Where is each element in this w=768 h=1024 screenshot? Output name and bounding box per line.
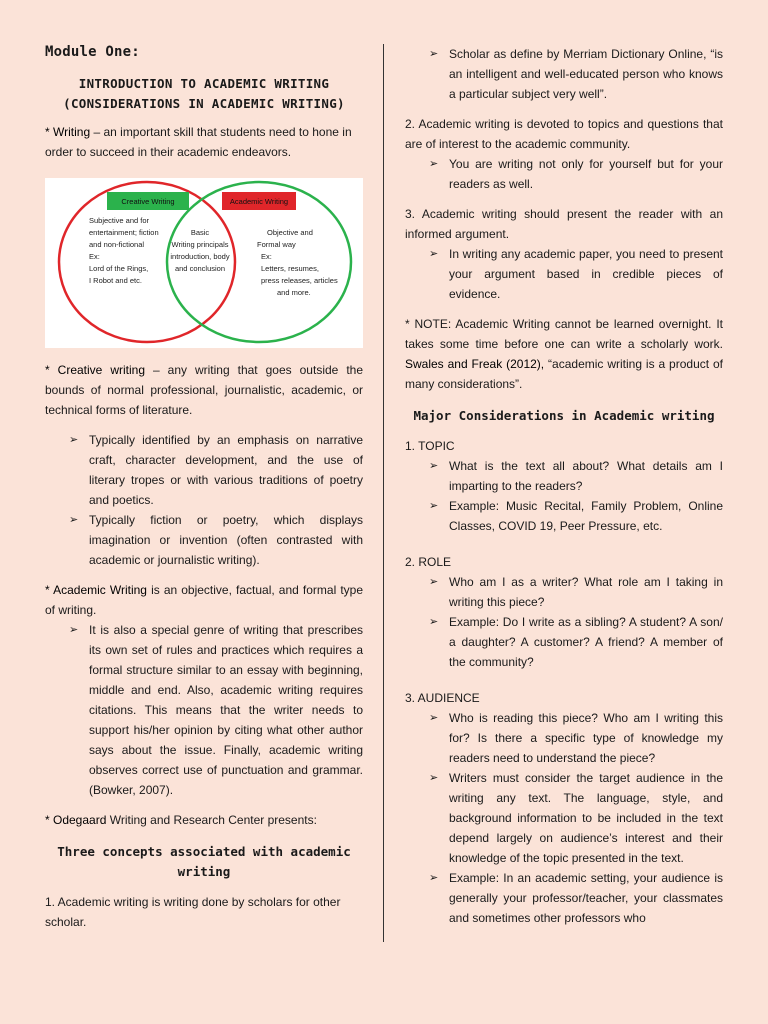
venn-left-line: I Robot and etc.: [89, 276, 142, 285]
venn-right-line: Formal way: [257, 240, 296, 249]
role-bullets: [429, 572, 723, 672]
column-divider: [383, 44, 384, 942]
venn-right-line: and more.: [277, 288, 311, 297]
list-item: [429, 44, 723, 104]
list-item-text: What is the text all about? What details am I imparting to the readers?: [449, 459, 723, 493]
arrowhead-bullet-icon: ➢: [429, 460, 439, 472]
venn-diagram: [45, 178, 363, 348]
list-item-text: Example: Do I write as a sibling? A student? A son/ a daughter? A customer? A friend? A member of the community?: [449, 615, 723, 669]
odegaard-line: [45, 810, 363, 830]
concept-2: 2. Academic writing is devoted to topics and questions that are of interest to the academic community.: [405, 117, 723, 151]
topic-bullets: [429, 456, 723, 536]
venn-middle-line: and conclusion: [174, 264, 226, 273]
creative-writing-term: * Creative writing: [45, 363, 145, 377]
scholar-bullets: [429, 44, 723, 104]
odegaard-term: * Odegaard: [45, 813, 107, 827]
list-item-text: Who am I as a writer? What role am I taking in writing this piece?: [449, 575, 723, 609]
intro-heading: [45, 74, 363, 114]
list-item: [429, 708, 723, 768]
concept-2-bullets: [429, 154, 723, 194]
list-item-text: Writers must consider the target audience in the writing any text. The language, style, and background information to be included in the text depend largely on audience’s interest and their knowledge of the topic presented in the text.: [449, 771, 723, 865]
academic-bullets: [69, 620, 363, 800]
list-item-text: You are writing not only for yourself but for your readers as well.: [449, 157, 723, 191]
list-item: [429, 496, 723, 536]
list-item: [429, 612, 723, 672]
audience-bullets: [429, 708, 723, 928]
list-item-text: Typically identified by an emphasis on narrative craft, character development, and the use of literary tropes or with various traditions of poetry and poetics.: [89, 433, 363, 507]
list-item: [429, 768, 723, 868]
writing-term: * Writing: [45, 125, 91, 139]
right-column: [405, 44, 723, 928]
creative-label: Creative Writing: [121, 197, 175, 206]
list-item-text: Typically fiction or poetry, which displays imagination or invention (often contrasted with academic or journalistic writing).: [89, 513, 363, 567]
major-considerations-heading: Major Considerations in Academic writing: [413, 408, 715, 423]
creative-writing-definition: [45, 360, 363, 420]
note-text: * NOTE: Academic Writing cannot be learned overnight. It takes some time before one can write a scholarly work.: [405, 317, 723, 351]
arrowhead-bullet-icon: ➢: [429, 616, 439, 628]
academic-writing-def-text: is an objective, factual, and formal type of writing.: [45, 583, 364, 617]
arrowhead-bullet-icon: ➢: [69, 624, 79, 636]
arrowhead-bullet-icon: ➢: [429, 248, 439, 260]
academic-writing-term: * Academic Writing: [45, 583, 147, 597]
list-item-text: Example: Music Recital, Family Problem, Online Classes, COVID 19, Peer Pressure, etc.: [449, 499, 723, 533]
list-item-text: Scholar as define by Merriam Dictionary Online, “is an intelligent and well-educated person who knows a particular subject very well”.: [449, 47, 723, 101]
list-item-text: In writing any academic paper, you need to present your argument based in credible pieces of evidence.: [449, 247, 723, 301]
arrowhead-bullet-icon: ➢: [429, 772, 439, 784]
role-heading: 2. ROLE: [405, 555, 452, 569]
arrowhead-bullet-icon: ➢: [429, 576, 439, 588]
left-column: [45, 44, 363, 932]
academic-writing-definition: [45, 580, 363, 620]
venn-right-line: Objective and: [267, 228, 313, 237]
concept-3: 3. Academic writing should present the reader with an informed argument.: [405, 207, 723, 241]
list-item: [429, 244, 723, 304]
list-item-text: Example: In an academic setting, your audience is generally your professor/teacher, your classmates and sometimes other professors who: [449, 871, 723, 925]
venn-right-line: Ex:: [261, 252, 272, 261]
module-title: Module One:: [45, 44, 140, 60]
swales-citation: Swales and Freak (2012),: [405, 357, 545, 371]
writing-def-text: – an important skill that students need to hone in order to succeed in their academic endeavors.: [45, 125, 352, 159]
list-item: [429, 572, 723, 612]
intro-heading-line2: (CONSIDERATIONS IN ACADEMIC WRITING): [63, 96, 345, 111]
venn-left-line: Lord of the Rings,: [89, 264, 149, 273]
venn-middle-line: Basic: [190, 228, 210, 237]
note-paragraph: [405, 314, 723, 394]
venn-right-line: press releases, articles: [261, 276, 338, 285]
creative-writing-def-text: – any writing that goes outside the bounds of normal professional, journalistic, academic, or technical forms of literature.: [45, 363, 363, 417]
arrowhead-bullet-icon: ➢: [429, 872, 439, 884]
arrowhead-bullet-icon: ➢: [429, 712, 439, 724]
topic-heading: 1. TOPIC: [405, 439, 455, 453]
writing-definition: [45, 122, 363, 162]
list-item-text: Who is reading this piece? Who am I writing this for? Is there a specific type of knowledge my readers need to understand the piece?: [449, 711, 723, 765]
arrowhead-bullet-icon: ➢: [429, 48, 439, 60]
arrowhead-bullet-icon: ➢: [429, 158, 439, 170]
academic-label: Academic Writing: [229, 197, 289, 206]
venn-left-line: Subjective and for: [89, 216, 150, 225]
creative-bullets: [69, 430, 363, 570]
list-item: [69, 510, 363, 570]
venn-right-line: Letters, resumes,: [261, 264, 319, 273]
arrowhead-bullet-icon: ➢: [429, 500, 439, 512]
swales-quote: “academic writing is a product of many considerations”.: [405, 357, 724, 391]
venn-left-line: and non-fictional: [89, 240, 145, 249]
intro-heading-line1: INTRODUCTION TO ACADEMIC WRITING: [78, 76, 330, 91]
venn-middle-line: Writing principals: [171, 240, 229, 249]
arrowhead-bullet-icon: ➢: [69, 434, 79, 446]
concept-1: 1. Academic writing is writing done by scholars for other scholar.: [45, 895, 341, 929]
audience-heading: 3. AUDIENCE: [405, 691, 480, 705]
list-item: [429, 868, 723, 928]
venn-middle-line: introduction, body: [170, 252, 230, 261]
three-concepts-heading: Three concepts associated with academic writing: [57, 844, 351, 879]
list-item: [429, 456, 723, 496]
list-item: [69, 430, 363, 510]
arrowhead-bullet-icon: ➢: [69, 514, 79, 526]
concept-3-bullets: [429, 244, 723, 304]
list-item-text: It is also a special genre of writing that prescribes its own set of rules and practices which requires a formal structure similar to an essay with beginning, middle and end. Also, academic writing requires citations. This means that the writer needs to support his/her opinion by citing what other author says about the issue. Finally, academic writing observes correct use of punctuation and grammar. (Bowker, 2007).: [89, 623, 363, 797]
venn-left-line: Ex:: [89, 252, 100, 261]
venn-left-line: entertainment; fiction: [89, 228, 159, 237]
venn-svg: [45, 178, 363, 348]
odegaard-def-text: Writing and Research Center presents:: [106, 813, 317, 827]
list-item: [69, 620, 363, 800]
list-item: [429, 154, 723, 194]
